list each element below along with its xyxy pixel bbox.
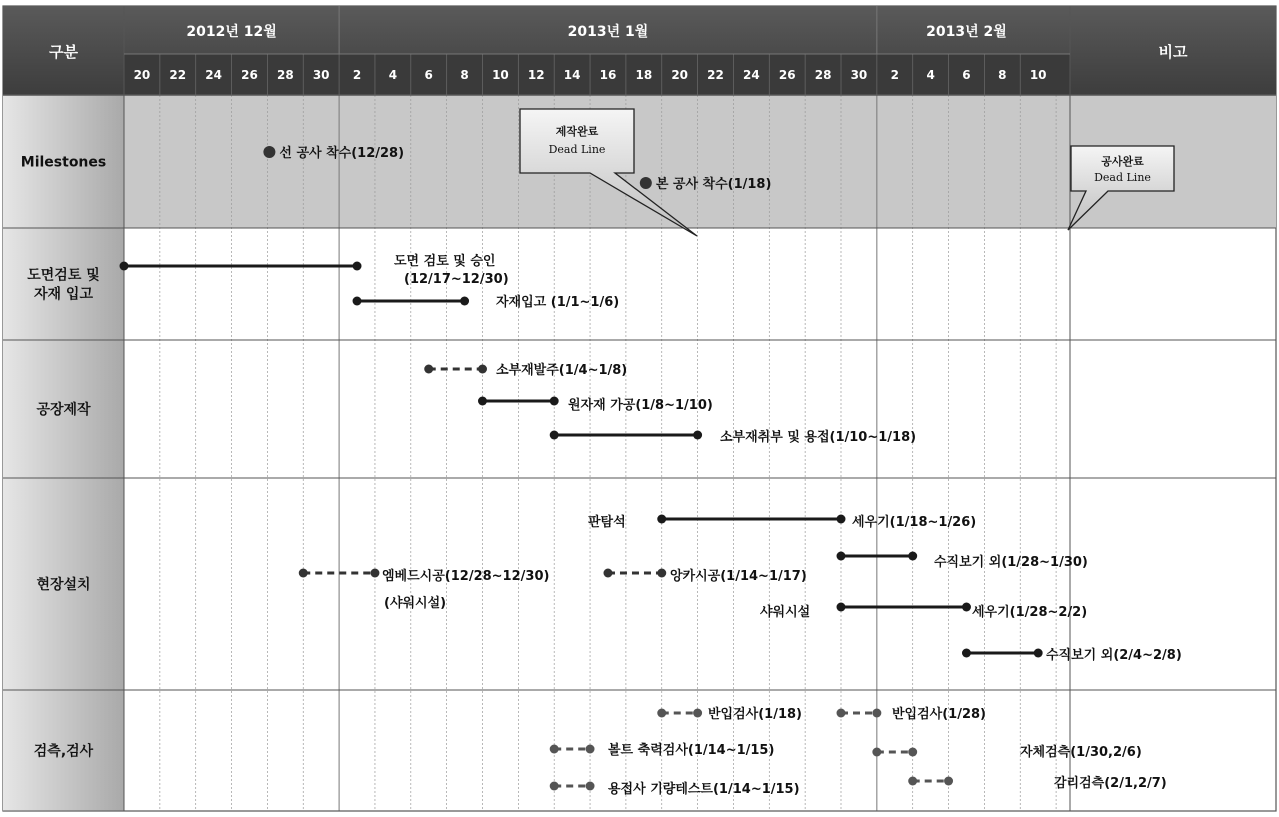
callout-title: 공사완료: [1101, 155, 1144, 168]
task-sublabel: (12/17~12/30): [404, 272, 509, 287]
task-start-dot: [353, 297, 362, 306]
day-label: 10: [492, 68, 509, 82]
task-start-dot: [657, 515, 666, 524]
day-label: 2: [890, 68, 899, 82]
day-label: 20: [133, 68, 151, 82]
task-label: 용접사 기량테스트(1/14~1/15): [608, 782, 800, 797]
task-end-dot: [586, 745, 595, 754]
day-label: 6: [424, 68, 433, 82]
category-header: 구분: [49, 43, 78, 61]
day-label: 28: [276, 68, 294, 82]
task-start-dot: [424, 365, 433, 374]
task-start-dot: [550, 782, 559, 791]
task-start-dot: [299, 569, 308, 578]
day-label: 10: [1029, 68, 1047, 82]
row-label-site: 현장설치: [36, 577, 91, 593]
task-label: 앙카시공(1/14~1/17): [670, 569, 807, 584]
row-label-inspection: 검측,검사: [33, 743, 94, 760]
task-start-dot: [657, 709, 666, 718]
task-label: 원자재 가공(1/8~1/10): [568, 398, 713, 413]
day-label: 8: [460, 68, 469, 82]
task-start-dot: [872, 748, 881, 757]
task-start-dot: [603, 569, 612, 578]
task-label: 수직보기 외(1/28~1/30): [934, 555, 1088, 570]
task-start-dot: [478, 397, 487, 406]
row-label-factory: 공장제작: [36, 402, 91, 418]
task-end-dot: [353, 262, 362, 271]
month-label: 2012년 12월: [186, 24, 277, 40]
milestone-marker: [263, 146, 275, 158]
label-column-background: [3, 95, 124, 811]
task-end-dot: [550, 397, 559, 406]
task-label: 감리검측(2/1,2/7): [1054, 776, 1167, 791]
callout-subtitle: Dead Line: [1094, 171, 1151, 184]
day-label: 12: [527, 68, 545, 82]
task-label: 소부재발주(1/4~1/8): [496, 363, 628, 378]
task-end-dot: [944, 777, 953, 786]
task-label: 자체검측(1/30,2/6): [1020, 745, 1142, 760]
day-label: 30: [312, 68, 330, 82]
task-end-dot: [908, 748, 917, 757]
task-label: 반입검사(1/28): [892, 707, 986, 722]
day-label: 26: [241, 68, 258, 82]
task-start-dot: [550, 745, 559, 754]
task-label: 자재입고 (1/1~1/6): [496, 295, 620, 310]
task-start-dot: [120, 262, 129, 271]
month-label: 2013년 1월: [567, 24, 649, 40]
day-label: 6: [962, 68, 971, 82]
task-end-dot: [657, 569, 666, 578]
task-label: 수직보기 외(2/4~2/8): [1046, 648, 1182, 663]
day-label: 14: [563, 68, 581, 82]
task-end-dot: [908, 552, 917, 561]
row-label-milestones: Milestones: [20, 154, 107, 171]
task-label: 도면 검토 및 승인: [394, 254, 496, 269]
task-label: 엠베드시공(12/28~12/30): [382, 569, 550, 584]
task-end-dot: [693, 709, 702, 718]
day-label: 20: [671, 68, 689, 82]
task-prefix-label: 판탐석: [588, 515, 626, 530]
task-label: 반입검사(1/18): [708, 707, 802, 722]
day-label: 24: [205, 68, 222, 82]
day-label: 22: [707, 68, 724, 82]
day-label: 16: [599, 68, 617, 82]
task-end-dot: [460, 297, 469, 306]
task-end-dot: [693, 431, 702, 440]
milestone-label: 본 공사 착수(1/18): [655, 177, 772, 192]
month-label: 2013년 2월: [926, 24, 1007, 40]
task-start-dot: [837, 603, 846, 612]
task-start-dot: [550, 431, 559, 440]
task-start-dot: [837, 709, 846, 718]
row-label-drawing: 자재 입고: [34, 286, 93, 303]
task-end-dot: [1034, 649, 1043, 658]
milestone-label: 선 공사 착수(12/28): [279, 146, 405, 161]
day-label: 2: [352, 68, 362, 82]
task-end-dot: [478, 365, 487, 374]
task-end-dot: [872, 709, 881, 718]
day-label: 22: [169, 68, 187, 82]
task-label: 소부재취부 및 용접(1/10~1/18): [720, 430, 917, 445]
row-label-drawing: 도면검토 및: [27, 267, 100, 284]
task-label: 세우기(1/28~2/2): [972, 605, 1088, 620]
task-start-dot: [908, 777, 917, 786]
day-label: 30: [850, 68, 868, 82]
task-prefix-label: 샤워시설: [760, 605, 811, 620]
day-label: 28: [814, 68, 832, 82]
day-label: 8: [998, 68, 1007, 82]
day-label: 4: [388, 68, 398, 82]
task-end-dot: [586, 782, 595, 791]
day-label: 18: [635, 68, 653, 82]
remarks-header: 비고: [1158, 43, 1188, 61]
callout-subtitle: Dead Line: [548, 143, 606, 156]
day-label: 4: [926, 68, 935, 82]
task-label: 세우기(1/18~1/26): [852, 515, 977, 530]
day-label: 26: [778, 68, 796, 82]
task-end-dot: [962, 603, 971, 612]
task-start-dot: [837, 552, 846, 561]
task-end-dot: [837, 515, 846, 524]
task-start-dot: [962, 649, 971, 658]
task-end-dot: [370, 569, 379, 578]
callout-title: 제작완료: [555, 125, 599, 138]
day-label: 24: [743, 68, 760, 82]
milestone-marker: [640, 177, 652, 189]
task-sublabel: (샤워시설): [384, 596, 447, 611]
task-label: 볼트 축력검사(1/14~1/15): [608, 743, 775, 758]
